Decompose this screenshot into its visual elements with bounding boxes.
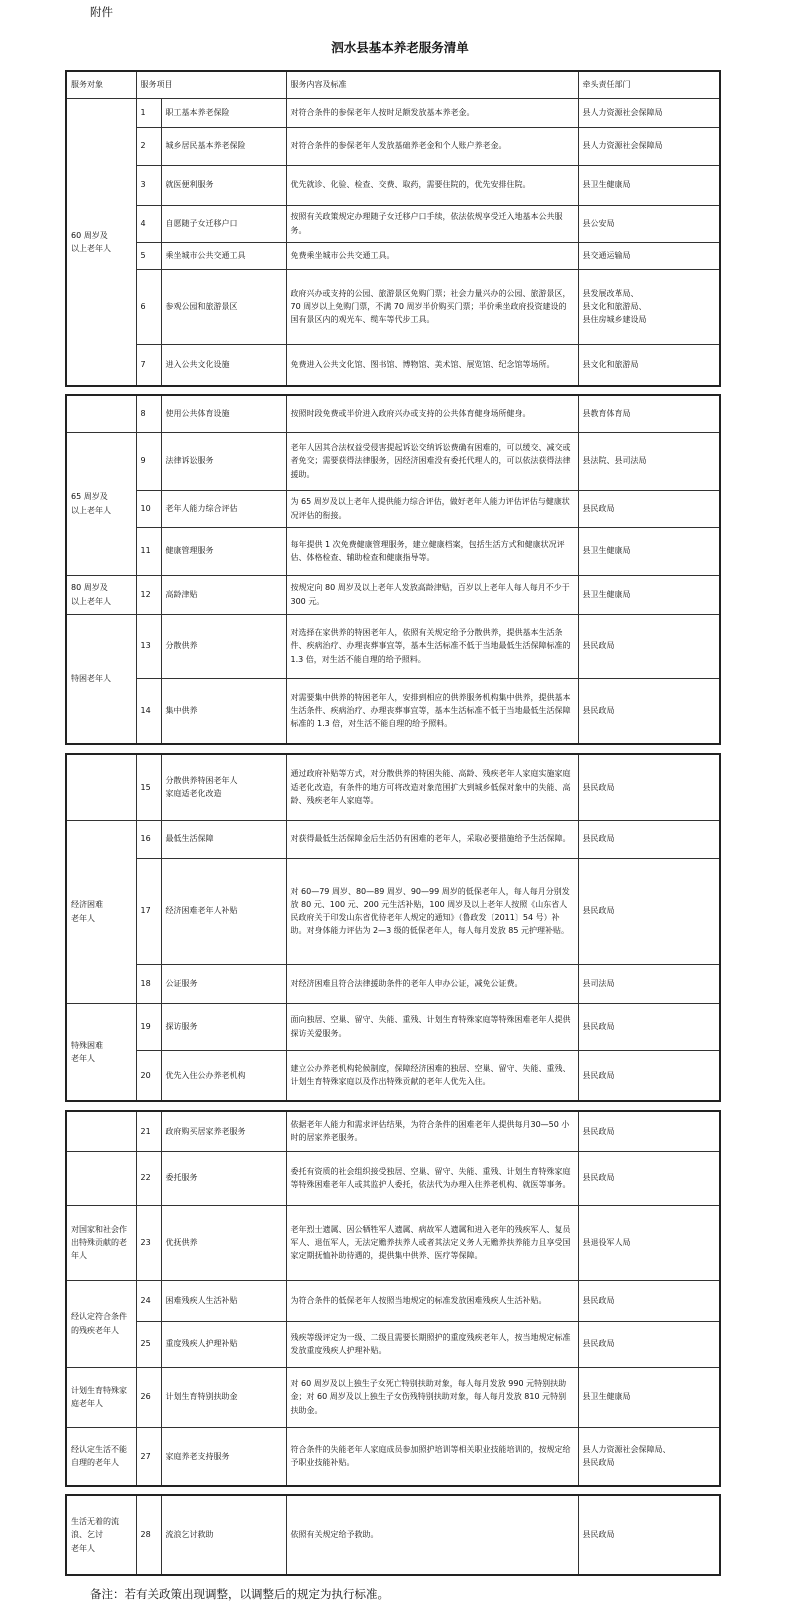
responsible-dept: 县交通运输局 <box>578 242 720 269</box>
table-row <box>66 1003 720 1050</box>
service-content: 委托有资质的社会组织接受独居、空巢、留守、失能、重残、计划生育特殊家庭等特殊困难老年人或其监护人委托，依法代为办理入住养老机构、就医等事务。 <box>286 1151 578 1205</box>
row-number: 10 <box>136 490 161 527</box>
row-number: 1 <box>136 98 161 127</box>
responsible-dept: 县卫生健康局 <box>578 165 720 205</box>
table-row <box>66 490 720 527</box>
attachment-label: 附件 <box>90 5 113 19</box>
responsible-dept: 县民政局 <box>578 754 720 820</box>
responsible-dept: 县公安局 <box>578 205 720 242</box>
row-number: 4 <box>136 205 161 242</box>
row-number: 5 <box>136 242 161 269</box>
table-header-row <box>66 71 720 98</box>
row-number: 15 <box>136 754 161 820</box>
service-content: 对 60—79 周岁、80—89 周岁、90—99 周岁的低保老年人，每人每月分别发放 80 元、100 元、200 元生活补贴，100 周岁及以上老年人按照《山东省人民政府关于印发山东省优待老年人规定的通知》（鲁政发〔2011〕54 号）补助。对身体能力评估为 2—3 级的低保老年人，每人每月发放 85 元护理补贴。 <box>286 858 578 964</box>
table-row <box>66 344 720 386</box>
footnote: 备注：若有关政策出现调整，以调整后的规定为执行标准。 <box>90 1587 389 1601</box>
service-object: 特困老年人 <box>66 614 136 744</box>
responsible-dept: 县人力资源社会保障局 <box>578 98 720 127</box>
table-row <box>66 98 720 127</box>
table-row <box>66 1280 720 1321</box>
service-table-section-1 <box>65 70 721 387</box>
row-number: 27 <box>136 1427 161 1486</box>
service-item: 最低生活保障 <box>161 820 286 858</box>
service-item: 经济困难老年人补贴 <box>161 858 286 964</box>
service-table-section-3 <box>65 753 721 1102</box>
service-object <box>66 754 136 820</box>
header-obj: 服务对象 <box>66 71 136 98</box>
table-row <box>66 127 720 165</box>
row-number: 11 <box>136 527 161 575</box>
responsible-dept: 县民政局 <box>578 858 720 964</box>
service-object: 特殊困难 老年人 <box>66 1003 136 1101</box>
service-item: 法律诉讼服务 <box>161 432 286 490</box>
table-row <box>66 527 720 575</box>
service-object: 计划生育特殊家庭老年人 <box>66 1367 136 1427</box>
service-content: 面向独居、空巢、留守、失能、重残、计划生育特殊家庭等特殊困难老年人提供探访关爱服务。 <box>286 1003 578 1050</box>
service-content: 通过政府补贴等方式，对分散供养的特困失能、高龄、残疾老年人家庭实施家庭适老化改造，有条件的地方可将改造对象范围扩大到城乡低保对象中的失能、高龄、残疾老年人家庭等。 <box>286 754 578 820</box>
row-number: 26 <box>136 1367 161 1427</box>
row-number: 2 <box>136 127 161 165</box>
row-number: 3 <box>136 165 161 205</box>
row-number: 25 <box>136 1321 161 1367</box>
table-row <box>66 858 720 964</box>
service-table-section-5 <box>65 1494 721 1576</box>
service-item: 委托服务 <box>161 1151 286 1205</box>
responsible-dept: 县民政局 <box>578 490 720 527</box>
responsible-dept: 县民政局 <box>578 1050 720 1101</box>
service-item: 分散供养特困老年人 家庭适老化改造 <box>161 754 286 820</box>
service-content: 对经济困难且符合法律援助条件的老年人申办公证，减免公证费。 <box>286 964 578 1003</box>
service-item: 政府购买居家养老服务 <box>161 1111 286 1151</box>
row-number: 14 <box>136 678 161 744</box>
service-content: 残疾等级评定为一级、二级且需要长期照护的重度残疾老年人，按当地规定标准发放重度残疾人护理补贴。 <box>286 1321 578 1367</box>
service-object: 生活无着的流浪、乞讨 老年人 <box>66 1495 136 1575</box>
service-item: 优先入住公办养老机构 <box>161 1050 286 1101</box>
service-object: 65 周岁及 以上老年人 <box>66 432 136 575</box>
responsible-dept: 县人力资源社会保障局、 县民政局 <box>578 1427 720 1486</box>
service-content: 为 65 周岁及以上老年人提供能力综合评估，做好老年人能力评估评估与健康状况评估的衔接。 <box>286 490 578 527</box>
responsible-dept: 县民政局 <box>578 820 720 858</box>
header-content: 服务内容及标准 <box>286 71 578 98</box>
table-row <box>66 205 720 242</box>
service-content: 符合条件的失能老年人家庭成员参加照护培训等相关职业技能培训的，按规定给予职业技能补贴。 <box>286 1427 578 1486</box>
row-number: 28 <box>136 1495 161 1575</box>
responsible-dept: 县民政局 <box>578 1003 720 1050</box>
row-number: 17 <box>136 858 161 964</box>
table-row <box>66 1151 720 1205</box>
service-table-section-2 <box>65 394 721 745</box>
row-number: 21 <box>136 1111 161 1151</box>
responsible-dept: 县民政局 <box>578 1111 720 1151</box>
service-item: 高龄津贴 <box>161 575 286 614</box>
row-number: 19 <box>136 1003 161 1050</box>
service-table-section-4 <box>65 1110 721 1487</box>
table-row <box>66 1367 720 1427</box>
table-row <box>66 1427 720 1486</box>
service-content: 免费乘坐城市公共交通工具。 <box>286 242 578 269</box>
row-number: 13 <box>136 614 161 678</box>
service-object: 80 周岁及 以上老年人 <box>66 575 136 614</box>
service-content: 依照有关规定给予救助。 <box>286 1495 578 1575</box>
responsible-dept: 县民政局 <box>578 614 720 678</box>
responsible-dept: 县发展改革局、 县文化和旅游局、 县住房城乡建设局 <box>578 269 720 344</box>
service-content: 建立公办养老机构轮候制度，保障经济困难的独居、空巢、留守、失能、重残、计划生育特殊家庭以及作出特殊贡献的老年人优先入住。 <box>286 1050 578 1101</box>
table-row <box>66 575 720 614</box>
service-item: 使用公共体育设施 <box>161 395 286 432</box>
row-number: 7 <box>136 344 161 386</box>
service-content: 对 60 周岁及以上独生子女死亡特别扶助对象，每人每月发放 990 元特别扶助金；对 60 周岁及以上独生子女伤残特别扶助对象，每人每月发放 810 元特别扶助金。 <box>286 1367 578 1427</box>
service-object <box>66 395 136 432</box>
service-item: 重度残疾人护理补贴 <box>161 1321 286 1367</box>
table-row <box>66 614 720 678</box>
service-content: 对获得最低生活保障金后生活仍有困难的老年人，采取必要措施给予生活保障。 <box>286 820 578 858</box>
service-content: 老年人因其合法权益受侵害提起诉讼交纳诉讼费确有困难的，可以缓交、减交或者免交；需要获得法律服务，因经济困难没有委托代理人的，可以依法获得法律援助。 <box>286 432 578 490</box>
service-object <box>66 1111 136 1151</box>
responsible-dept: 县卫生健康局 <box>578 527 720 575</box>
table-row <box>66 242 720 269</box>
service-object <box>66 1151 136 1205</box>
row-number: 24 <box>136 1280 161 1321</box>
row-number: 20 <box>136 1050 161 1101</box>
responsible-dept: 县民政局 <box>578 1280 720 1321</box>
service-item: 计划生育特别扶助金 <box>161 1367 286 1427</box>
responsible-dept: 县卫生健康局 <box>578 1367 720 1427</box>
row-number: 18 <box>136 964 161 1003</box>
responsible-dept: 县民政局 <box>578 1495 720 1575</box>
row-number: 9 <box>136 432 161 490</box>
responsible-dept: 县司法局 <box>578 964 720 1003</box>
service-content: 每年提供 1 次免费健康管理服务，建立健康档案，包括生活方式和健康状况评估、体格检查、辅助检查和健康指导等。 <box>286 527 578 575</box>
responsible-dept: 县民政局 <box>578 678 720 744</box>
service-content: 按照时段免费或半价进入政府兴办或支持的公共体育健身场所健身。 <box>286 395 578 432</box>
service-item: 就医便利服务 <box>161 165 286 205</box>
service-content: 优先就诊、化验、检查、交费、取药，需要住院的，优先安排住院。 <box>286 165 578 205</box>
service-content: 老年烈士遗属、因公牺牲军人遗属、病故军人遗属和进入老年的残疾军人、复员军人、退伍军人，无法定赡养扶养人或者其法定义务人无赡养扶养能力且享受国家定期抚恤补助待遇的，提供集中供养、医疗等保障。 <box>286 1205 578 1280</box>
row-number: 8 <box>136 395 161 432</box>
service-item: 公证服务 <box>161 964 286 1003</box>
table-row <box>66 1111 720 1151</box>
table-row <box>66 395 720 432</box>
row-number: 16 <box>136 820 161 858</box>
service-object: 经认定符合条件的残疾老年人 <box>66 1280 136 1367</box>
service-item: 探访服务 <box>161 1003 286 1050</box>
service-item: 健康管理服务 <box>161 527 286 575</box>
table-row <box>66 1205 720 1280</box>
table-row <box>66 678 720 744</box>
service-item: 参观公园和旅游景区 <box>161 269 286 344</box>
table-row <box>66 964 720 1003</box>
responsible-dept: 县法院、县司法局 <box>578 432 720 490</box>
table-row <box>66 432 720 490</box>
header-dept: 牵头责任部门 <box>578 71 720 98</box>
row-number: 23 <box>136 1205 161 1280</box>
service-content: 对选择在家供养的特困老年人，依照有关规定给予分散供养，提供基本生活条件、疾病治疗、办理丧葬事宜等，基本生活标准不低于当地最低生活保障标准的 1.3 倍，对生活不能自理的给予照料。 <box>286 614 578 678</box>
responsible-dept: 县文化和旅游局 <box>578 344 720 386</box>
service-item: 乘坐城市公共交通工具 <box>161 242 286 269</box>
service-item: 职工基本养老保险 <box>161 98 286 127</box>
service-item: 家庭养老支持服务 <box>161 1427 286 1486</box>
responsible-dept: 县民政局 <box>578 1321 720 1367</box>
table-row <box>66 1321 720 1367</box>
row-number: 6 <box>136 269 161 344</box>
service-item: 分散供养 <box>161 614 286 678</box>
service-item: 自愿随子女迁移户口 <box>161 205 286 242</box>
service-item: 老年人能力综合评估 <box>161 490 286 527</box>
service-object: 60 周岁及 以上老年人 <box>66 98 136 386</box>
service-item: 优抚供养 <box>161 1205 286 1280</box>
service-item: 困难残疾人生活补贴 <box>161 1280 286 1321</box>
table-row <box>66 165 720 205</box>
service-content: 对符合条件的参保老年人按时足额发放基本养老金。 <box>286 98 578 127</box>
responsible-dept: 县退役军人局 <box>578 1205 720 1280</box>
table-row <box>66 754 720 820</box>
service-content: 按规定向 80 周岁及以上老年人发放高龄津贴，百岁以上老年人每人每月不少于 300 元。 <box>286 575 578 614</box>
table-row <box>66 820 720 858</box>
service-content: 免费进入公共文化馆、图书馆、博物馆、美术馆、展览馆、纪念馆等场所。 <box>286 344 578 386</box>
service-content: 依据老年人能力和需求评估结果，为符合条件的困难老年人提供每月30—50 小时的居家养老服务。 <box>286 1111 578 1151</box>
row-number: 22 <box>136 1151 161 1205</box>
service-content: 按照有关政策规定办理随子女迁移户口手续，依法依规享受迁入地基本公共服务。 <box>286 205 578 242</box>
service-object: 经认定生活不能自理的老年人 <box>66 1427 136 1486</box>
responsible-dept: 县卫生健康局 <box>578 575 720 614</box>
table-row <box>66 1495 720 1575</box>
service-item: 集中供养 <box>161 678 286 744</box>
table-row <box>66 269 720 344</box>
service-object: 对国家和社会作出特殊贡献的老年人 <box>66 1205 136 1280</box>
row-number: 12 <box>136 575 161 614</box>
responsible-dept: 县民政局 <box>578 1151 720 1205</box>
service-content: 为符合条件的低保老年人按照当地规定的标准发放困难残疾人生活补贴。 <box>286 1280 578 1321</box>
service-object: 经济困难 老年人 <box>66 820 136 1003</box>
responsible-dept: 县教育体育局 <box>578 395 720 432</box>
service-content: 政府兴办或支持的公园、旅游景区免购门票；社会力量兴办的公园、旅游景区，70 周岁以上免购门票，不满 70 周岁半价购买门票；半价乘坐政府投资建设的国有景区内的观光车、缆车等代步工具。 <box>286 269 578 344</box>
service-item: 城乡居民基本养老保险 <box>161 127 286 165</box>
service-item: 流浪乞讨救助 <box>161 1495 286 1575</box>
service-item: 进入公共文化设施 <box>161 344 286 386</box>
service-content: 对符合条件的参保老年人发放基础养老金和个人账户养老金。 <box>286 127 578 165</box>
header-item: 服务项目 <box>136 71 286 98</box>
service-content: 对需要集中供养的特困老年人，安排到相应的供养服务机构集中供养，提供基本生活条件、疾病治疗、办理丧葬事宜等，基本生活标准不低于当地最低生活保障标准的 1.3 倍，对生活不能自理的给予照料。 <box>286 678 578 744</box>
responsible-dept: 县人力资源社会保障局 <box>578 127 720 165</box>
page-title: 泗水县基本养老服务清单 <box>331 40 469 55</box>
table-row <box>66 1050 720 1101</box>
